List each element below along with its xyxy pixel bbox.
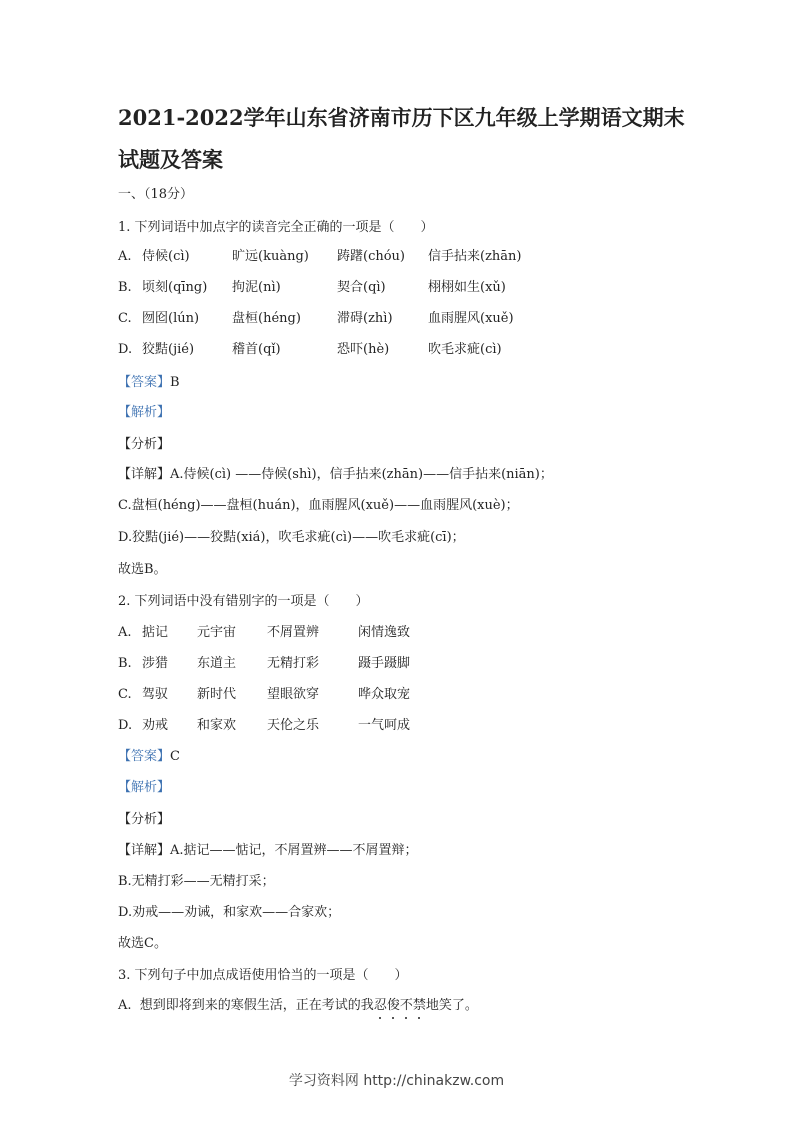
q2-answer-tag: 【答案】: [118, 749, 171, 764]
q2-option-term: 望眼欲穿: [267, 687, 320, 702]
dotted-char: 俊: [386, 998, 400, 1013]
dotted-char: 禁: [412, 998, 426, 1013]
q2-analysis-tag: 【解析】: [118, 780, 171, 795]
q2-option-term: 驾驭: [142, 687, 169, 702]
q1-stem: 1. 下列词语中加点字的读音完全正确的一项是（ ）: [118, 220, 434, 235]
q1-option-term: 稽首(qǐ): [232, 342, 281, 357]
q3-option-a-pre: 想到即将到来的寒假生活，正在考试的我: [139, 998, 374, 1013]
q2-option-term: 一气呵成: [358, 718, 411, 733]
q3-option-a: [118, 997, 478, 1015]
q2-option-term: 涉猎: [142, 656, 169, 671]
q1-option-term: 侍候(cì): [142, 249, 190, 264]
q3-stem: 3. 下列句子中加点成语使用恰当的一项是（ ）: [118, 968, 408, 983]
q2-option-term: 不屑置辨: [267, 625, 320, 640]
q2-option-label: D.: [118, 718, 133, 733]
q1-option-term: 恐吓(hè): [337, 342, 390, 357]
q1-detail-line: 故选B。: [118, 562, 167, 577]
q1-option-term: 滞碍(zhì): [337, 311, 393, 326]
section-heading: 一、（18分）: [118, 187, 194, 202]
q1-detail-line: C.盘桓(héng)——盘桓(huán)，血雨腥风(xuě)——血雨腥风(xuè)；: [118, 498, 519, 513]
q2-detail-line: D.劝戒——劝诫，和家欢——合家欢；: [118, 905, 341, 920]
q1-detail-line: D.狡黠(jié)——狡黠(xiá)，吹毛求疵(cì)——吹毛求疵(cī)；: [118, 530, 465, 545]
q3-option-a-post: 地笑了。: [425, 998, 478, 1013]
q1-answer: [118, 374, 180, 392]
q2-option-term: 元宇宙: [197, 625, 237, 640]
q2-option-label: A.: [118, 625, 132, 640]
q2-option-term: 东道主: [197, 656, 237, 671]
q2-option-term: 闲情逸致: [358, 625, 411, 640]
q1-answer-value: B: [170, 375, 180, 390]
q1-option-term: 血雨腥风(xuě): [428, 311, 514, 326]
q1-option-term: 吹毛求疵(cì): [428, 342, 502, 357]
q2-option-term: 无精打彩: [267, 656, 320, 671]
q3-option-a-label: A.: [118, 998, 132, 1013]
q1-option-term: 踌躇(chóu): [337, 249, 405, 264]
q1-option-term: 狡黠(jié): [142, 342, 195, 357]
q2-detail-line: B.无精打彩——无精打采；: [118, 874, 275, 889]
q1-option-term: 顷刻(qīng): [142, 280, 208, 295]
q2-detail-line: 故选C。: [118, 936, 167, 951]
q1-option-label: A.: [118, 249, 132, 264]
q2-option-term: 天伦之乐: [267, 718, 320, 733]
q2-stem: 2. 下列词语中没有错别字的一项是（ ）: [118, 594, 369, 609]
q2-option-label: C.: [118, 687, 132, 702]
q2-option-term: 掂记: [142, 625, 169, 640]
q2-option-term: 蹑手蹑脚: [358, 656, 411, 671]
dotted-char: 不: [399, 998, 413, 1013]
document-title-line1: 2021-2022学年山东省济南市历下区九年级上学期语文期末: [118, 105, 685, 130]
q1-option-term: 盘桓(héng): [232, 311, 301, 326]
q1-option-term: 信手拈来(zhān): [428, 249, 522, 264]
q2-option-label: B.: [118, 656, 132, 671]
q1-option-term: 拘泥(nì): [232, 280, 281, 295]
q2-option-term: 劝戒: [142, 718, 169, 733]
q1-analysis-tag: 【解析】: [118, 405, 171, 420]
footer-watermark: 学习资料网 http://chinakzw.com: [288, 1073, 505, 1089]
q1-option-term: 旷远(kuàng): [232, 249, 309, 264]
q1-option-term: 契合(qì): [337, 280, 386, 295]
q1-option-term: 栩栩如生(xǔ): [428, 280, 506, 295]
q2-option-term: 和家欢: [197, 718, 237, 733]
dotted-char: 忍: [373, 998, 387, 1013]
q1-option-label: C.: [118, 311, 132, 326]
q2-answer: [118, 748, 180, 766]
q2-answer-value: C: [170, 749, 180, 764]
document-title-line2: 试题及答案: [118, 147, 223, 172]
q1-option-term: 囫囵(lún): [142, 311, 200, 326]
q1-option-label: B.: [118, 280, 132, 295]
q2-option-term: 新时代: [197, 687, 237, 702]
q1-detail-line: 【详解】A.侍候(cì) ——侍候(shì)，信手拈来(zhān)——信手拈来(niān)；: [118, 467, 553, 482]
q2-fenxi: 【分析】: [118, 812, 171, 827]
q1-option-label: D.: [118, 342, 133, 357]
q1-fenxi: 【分析】: [118, 437, 171, 452]
q2-option-term: 哗众取宠: [358, 687, 411, 702]
q1-answer-tag: 【答案】: [118, 375, 171, 390]
q2-detail-line: 【详解】A.掂记——惦记，不屑置辨——不屑置辩；: [118, 843, 418, 858]
